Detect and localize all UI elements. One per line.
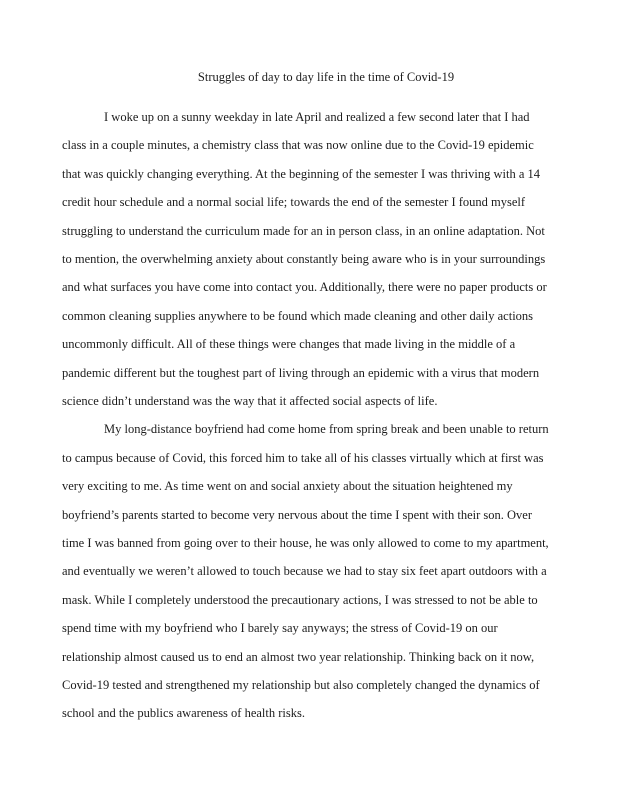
text-line: to campus because of Covid, this forced him to take all of his classes virtually which at first was xyxy=(62,450,544,465)
text-line: mask. While I completely understood the precautionary actions, I was stressed to not be able to xyxy=(62,592,538,607)
text-line: boyfriend’s parents started to become very nervous about the time I spent with their son. Over xyxy=(62,507,533,522)
text-line: common cleaning supplies anywhere to be found which made cleaning and other daily actions xyxy=(62,308,534,323)
paragraph xyxy=(62,103,590,415)
text-line: uncommonly difficult. All of these things were changes that made living in the middle of a xyxy=(62,337,516,352)
text-line: school and the publics awareness of health risks. xyxy=(62,706,305,721)
text-line: relationship almost caused us to end an almost two year relationship. Thinking back on it now, xyxy=(62,649,535,664)
text-line: and what surfaces you have come into contact you. Additionally, there were no paper products or xyxy=(62,280,547,295)
text-line: credit hour schedule and a normal social life; towards the end of the semester I found myself xyxy=(62,195,526,210)
text-line: and eventually we weren’t allowed to touch because we had to stay six feet apart outdoors with a xyxy=(62,564,547,579)
text-line: very exciting to me. As time went on and social anxiety about the situation heightened my xyxy=(62,479,513,494)
text-line: spend time with my boyfriend who I barely say anyways; the stress of Covid-19 on our xyxy=(62,621,498,636)
text-line: I woke up on a sunny weekday in late April and realized a few second later that I had xyxy=(104,109,530,124)
text-line: struggling to understand the curriculum made for an in person class, in an online adaptation. Not xyxy=(62,223,545,238)
text-line: time I was banned from going over to their house, he was only allowed to come to my apartment, xyxy=(62,536,549,550)
text-line: that was quickly changing everything. At the beginning of the semester I was thriving with a 14 xyxy=(62,166,541,181)
text-line: to mention, the overwhelming anxiety about constantly being aware who is in your surroundings xyxy=(62,251,546,266)
text-line: My long-distance boyfriend had come home from spring break and been unable to return xyxy=(104,422,549,437)
paragraph xyxy=(62,415,590,727)
document-title: Struggles of day to day life in the time of Covid-19 xyxy=(197,70,455,84)
text-line: science didn’t understand was the way that it affected social aspects of life. xyxy=(62,393,438,408)
document-content xyxy=(62,63,590,728)
text-line: class in a couple minutes, a chemistry class that was now online due to the Covid-19 epidemic xyxy=(62,138,534,153)
text-line: Covid-19 tested and strengthened my relationship but also completely changed the dynamics of xyxy=(62,678,540,693)
text-line: pandemic different but the toughest part of living through an epidemic with a virus that modern xyxy=(62,365,540,380)
